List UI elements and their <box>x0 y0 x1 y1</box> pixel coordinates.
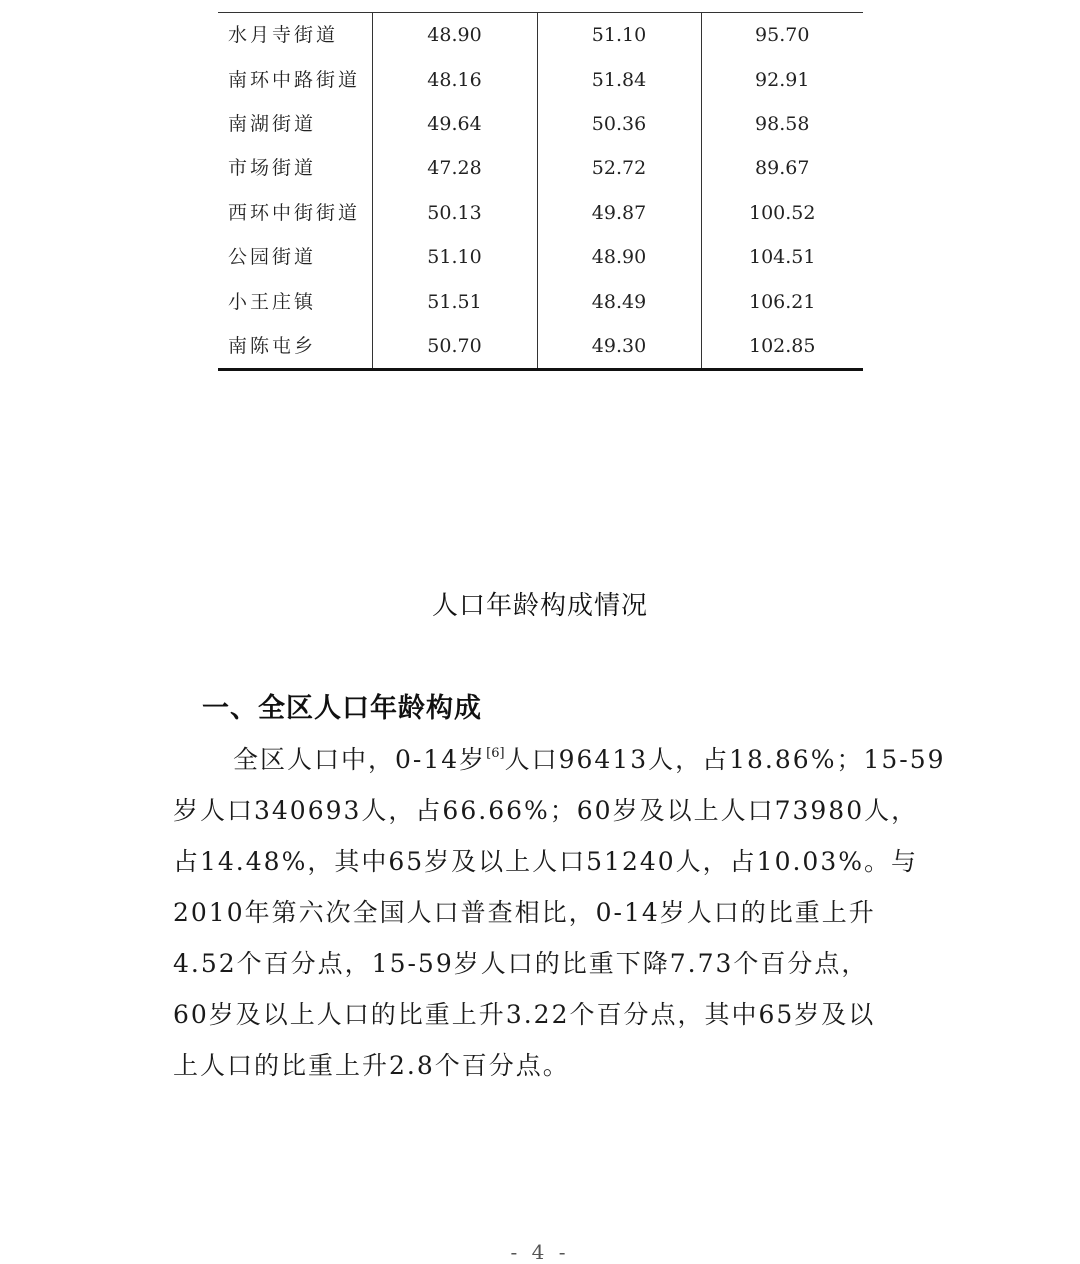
paragraph-line: 岁人口340693人，占66.66%；60岁及以上人口73980人， <box>173 796 919 825</box>
district-name: 南环中路街道 <box>228 68 361 91</box>
table-cell: 48.90 <box>372 13 537 58</box>
paragraph-line <box>233 740 1003 776</box>
table-row <box>218 191 863 235</box>
paragraph-line: 占14.48%，其中65岁及以上人口51240人，占10.03%。与 <box>173 847 918 876</box>
section-title: 人口年龄构成情况 <box>431 591 648 621</box>
page-number: - 4 - <box>510 1240 570 1264</box>
table-cell: 49.87 <box>537 191 701 235</box>
table-cell: 52.72 <box>537 146 701 190</box>
table-cell: 98.58 <box>701 102 863 146</box>
table-row <box>218 324 863 370</box>
table-cell: 51.51 <box>372 279 537 323</box>
footnote-marker[interactable]: [6] <box>486 746 505 761</box>
table-cell: 89.67 <box>701 146 863 190</box>
table-row <box>218 57 863 101</box>
paragraph-text: 全区人口中，0-14岁 <box>233 745 487 774</box>
table-cell: 48.90 <box>537 235 701 279</box>
table-cell: 49.64 <box>372 102 537 146</box>
table-cell: 100.52 <box>701 191 863 235</box>
table-cell: 104.51 <box>701 235 863 279</box>
district-name: 市场街道 <box>228 157 317 180</box>
paragraph-line: 60岁及以上人口的比重上升3.22个百分点，其中65岁及以 <box>173 1000 876 1029</box>
district-name: 小王庄镇 <box>228 290 317 313</box>
district-ratio-table <box>218 12 863 371</box>
table-cell: 47.28 <box>372 146 537 190</box>
table-row <box>218 13 863 58</box>
paragraph-line: 4.52个百分点，15-59岁人口的比重下降7.73个百分点， <box>173 949 869 978</box>
district-name: 西环中街街道 <box>228 201 361 224</box>
table-cell: 51.10 <box>537 13 701 58</box>
table-cell: 92.91 <box>701 57 863 101</box>
table-cell: 48.49 <box>537 279 701 323</box>
table-cell: 50.36 <box>537 102 701 146</box>
table-cell: 95.70 <box>701 13 863 58</box>
table-cell: 48.16 <box>372 57 537 101</box>
table-row <box>218 102 863 146</box>
table-row <box>218 235 863 279</box>
table-row <box>218 279 863 323</box>
table-cell: 50.13 <box>372 191 537 235</box>
table-cell: 51.84 <box>537 57 701 101</box>
table-cell: 50.70 <box>372 324 537 370</box>
district-name: 水月寺街道 <box>228 24 339 47</box>
table-cell: 49.30 <box>537 324 701 370</box>
subsection-title: 一、全区人口年龄构成 <box>202 693 482 724</box>
district-name: 南陈屯乡 <box>228 334 317 357</box>
table-cell: 102.85 <box>701 324 863 370</box>
table-cell: 51.10 <box>372 235 537 279</box>
table-cell: 106.21 <box>701 279 863 323</box>
table-row <box>218 146 863 190</box>
paragraph-line: 2010年第六次全国人口普查相比，0-14岁人口的比重上升 <box>173 898 876 927</box>
district-name: 南湖街道 <box>228 112 317 135</box>
paragraph-line: 上人口的比重上升2.8个百分点。 <box>173 1051 570 1080</box>
paragraph-text: 人口96413人，占18.86%；15-59 <box>504 745 946 774</box>
district-name: 公园街道 <box>228 246 317 269</box>
